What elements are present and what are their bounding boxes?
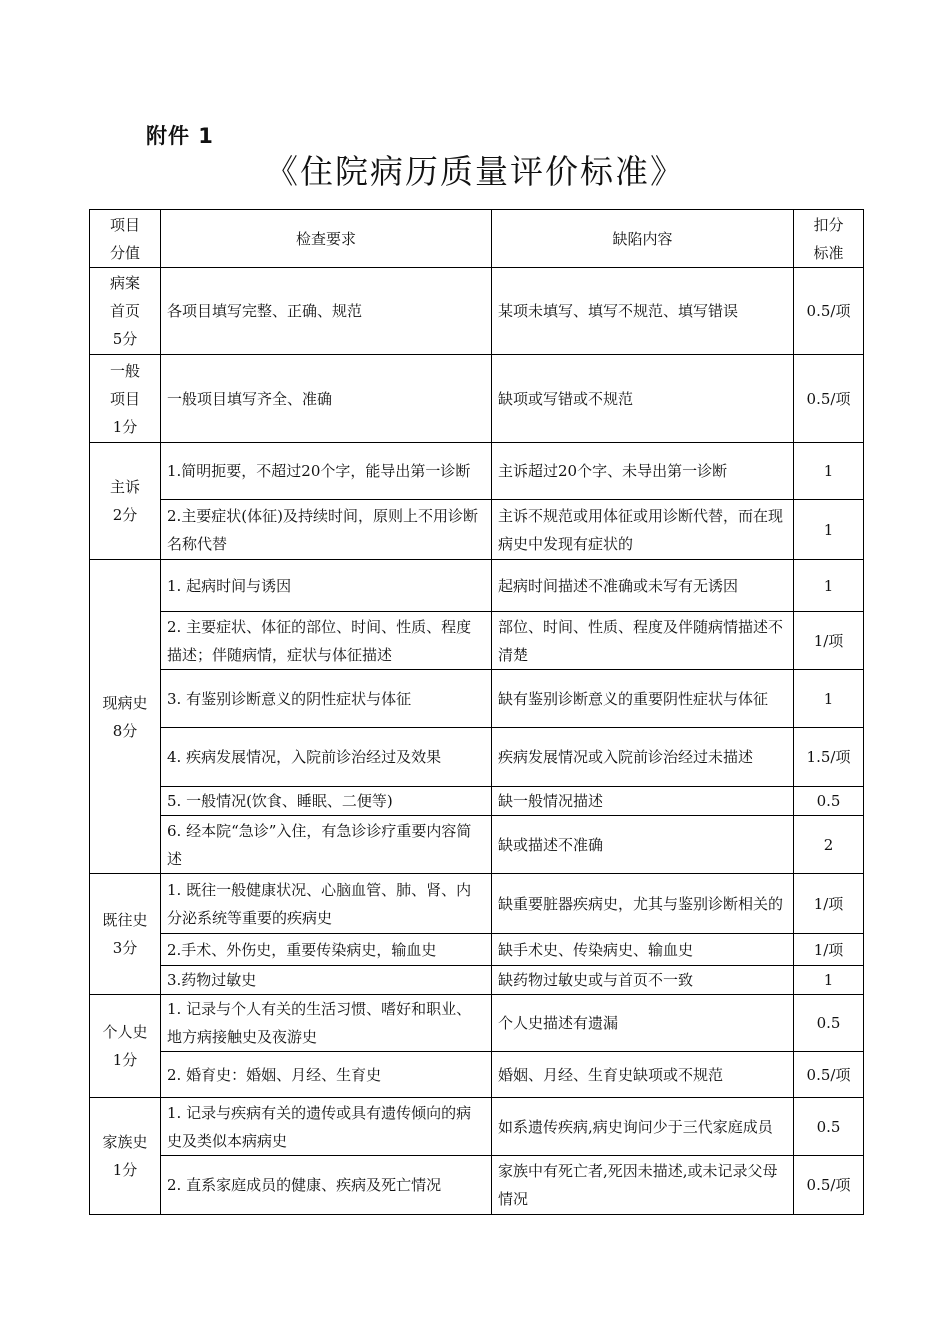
header-requirement: 检查要求: [161, 210, 492, 268]
category-line: 3分: [112, 939, 138, 957]
deduction-cell: 0.5: [794, 787, 864, 816]
category-cell: [90, 874, 161, 995]
table-row: [90, 612, 864, 670]
requirement-cell: 4. 疾病发展情况，入院前诊治经过及效果: [161, 728, 492, 787]
deduction-cell: 1.5/项: [794, 728, 864, 787]
category-cell: [90, 355, 161, 443]
defect-cell: 个人史描述有遗漏: [492, 995, 794, 1052]
table-row: [90, 1098, 864, 1156]
header-score-line: 分值: [109, 243, 140, 262]
requirement-cell: 6. 经本院“急诊”入住，有急诊诊疗重要内容简述: [161, 816, 492, 874]
defect-cell: 婚姻、月经、生育史缺项或不规范: [492, 1052, 794, 1098]
deduction-cell: 1: [794, 500, 864, 560]
header-defect: 缺陷内容: [492, 210, 794, 268]
deduction-cell: 0.5/项: [794, 1156, 864, 1215]
header-item-line: 项目: [109, 215, 140, 234]
defect-cell: 疾病发展情况或入院前诊治经过未描述: [492, 728, 794, 787]
category-cell: [90, 443, 161, 560]
defect-cell: 缺重要脏器疾病史，尤其与鉴别诊断相关的: [492, 874, 794, 934]
category-line: 首页: [109, 302, 140, 320]
deduction-cell: 1/项: [794, 874, 864, 934]
table-row: [90, 1156, 864, 1215]
table-row: [90, 728, 864, 787]
category-line: 现病史: [102, 693, 148, 712]
defect-cell: 家族中有死亡者,死因未描述,或未记录父母情况: [492, 1156, 794, 1215]
header-standard-line: 标准: [813, 243, 844, 262]
category-line: 家族史: [102, 1133, 148, 1151]
requirement-cell: 1. 起病时间与诱因: [161, 560, 492, 612]
table-row: [90, 816, 864, 874]
category-line: 1分: [112, 1051, 138, 1069]
requirement-cell: 一般项目填写齐全、准确: [161, 355, 492, 443]
defect-cell: 部位、时间、性质、程度及伴随病情描述不清楚: [492, 612, 794, 670]
table-row: [90, 443, 864, 500]
category-cell: [90, 995, 161, 1098]
category-line: 8分: [112, 721, 138, 740]
defect-cell: 起病时间描述不准确或未写有无诱因: [492, 560, 794, 612]
defect-cell: 缺项或写错或不规范: [492, 355, 794, 443]
table-row: [90, 787, 864, 816]
defect-cell: 缺一般情况描述: [492, 787, 794, 816]
requirement-cell: 3.药物过敏史: [161, 966, 492, 995]
table-row: [90, 966, 864, 995]
requirement-cell: 2.主要症状(体征)及持续时间，原则上不用诊断名称代替: [161, 500, 492, 560]
requirement-cell: 5. 一般情况(饮食、睡眠、二便等): [161, 787, 492, 816]
deduction-cell: 1/项: [794, 612, 864, 670]
deduction-cell: 0.5/项: [794, 268, 864, 355]
deduction-cell: 0.5: [794, 995, 864, 1052]
category-cell: [90, 560, 161, 874]
requirement-cell: 1. 记录与个人有关的生活习惯、嗜好和职业、地方病接触史及夜游史: [161, 995, 492, 1052]
table-row: [90, 670, 864, 728]
annex-label: 附件 1: [146, 124, 214, 148]
category-line: 一般: [109, 361, 140, 380]
deduction-cell: 1: [794, 966, 864, 995]
category-line: 项目: [109, 389, 140, 408]
table-header-row: [90, 210, 864, 268]
table-row: [90, 355, 864, 443]
table-row: [90, 1052, 864, 1098]
category-line: 既往史: [102, 911, 148, 929]
category-cell: [90, 268, 161, 355]
table-row: [90, 500, 864, 560]
category-line: 5分: [112, 330, 138, 348]
deduction-cell: 1: [794, 560, 864, 612]
category-line: 1分: [112, 1161, 138, 1179]
requirement-cell: 1.简明扼要，不超过20个字，能导出第一诊断: [161, 443, 492, 500]
header-deduct-line: 扣分: [813, 215, 844, 234]
category-line: 病案: [109, 274, 140, 292]
requirement-cell: 3. 有鉴别诊断意义的阴性症状与体征: [161, 670, 492, 728]
evaluation-table: [89, 209, 864, 1215]
category-line: 主诉: [109, 478, 140, 496]
category-line: 1分: [112, 417, 138, 436]
table-row: [90, 995, 864, 1052]
requirement-cell: 2. 主要症状、体征的部位、时间、性质、程度描述；伴随病情，症状与体征描述: [161, 612, 492, 670]
defect-cell: 缺药物过敏史或与首页不一致: [492, 966, 794, 995]
deduction-cell: 0.5/项: [794, 1052, 864, 1098]
table-row: [90, 874, 864, 934]
requirement-cell: 1. 记录与疾病有关的遗传或具有遗传倾向的病史及类似本病病史: [161, 1098, 492, 1156]
defect-cell: 某项未填写、填写不规范、填写错误: [492, 268, 794, 355]
table-row: [90, 560, 864, 612]
deduction-cell: 1: [794, 670, 864, 728]
requirement-cell: 各项目填写完整、正确、规范: [161, 268, 492, 355]
table-row: [90, 268, 864, 355]
deduction-cell: 2: [794, 816, 864, 874]
deduction-cell: 0.5/项: [794, 355, 864, 443]
deduction-cell: 1/项: [794, 934, 864, 966]
requirement-cell: 2. 直系家庭成员的健康、疾病及死亡情况: [161, 1156, 492, 1215]
category-line: 2分: [112, 506, 138, 524]
table-row: [90, 934, 864, 966]
requirement-cell: 2. 婚育史：婚姻、月经、生育史: [161, 1052, 492, 1098]
requirement-cell: 1. 既往一般健康状况、心脑血管、肺、肾、内分泌系统等重要的疾病史: [161, 874, 492, 934]
deduction-cell: 0.5: [794, 1098, 864, 1156]
defect-cell: 缺或描述不准确: [492, 816, 794, 874]
category-line: 个人史: [102, 1023, 148, 1041]
requirement-cell: 2.手术、外伤史，重要传染病史，输血史: [161, 934, 492, 966]
defect-cell: 缺手术史、传染病史、输血史: [492, 934, 794, 966]
defect-cell: 如系遗传疾病,病史询问少于三代家庭成员: [492, 1098, 794, 1156]
deduction-cell: 1: [794, 443, 864, 500]
header-deduction: [794, 210, 864, 268]
document-title: 《住院病历质量评价标准》: [265, 152, 685, 191]
defect-cell: 缺有鉴别诊断意义的重要阴性症状与体征: [492, 670, 794, 728]
header-item-score: [90, 210, 161, 268]
category-cell: [90, 1098, 161, 1215]
defect-cell: 主诉不规范或用体征或用诊断代替，而在现病史中发现有症状的: [492, 500, 794, 560]
defect-cell: 主诉超过20个字、未导出第一诊断: [492, 443, 794, 500]
